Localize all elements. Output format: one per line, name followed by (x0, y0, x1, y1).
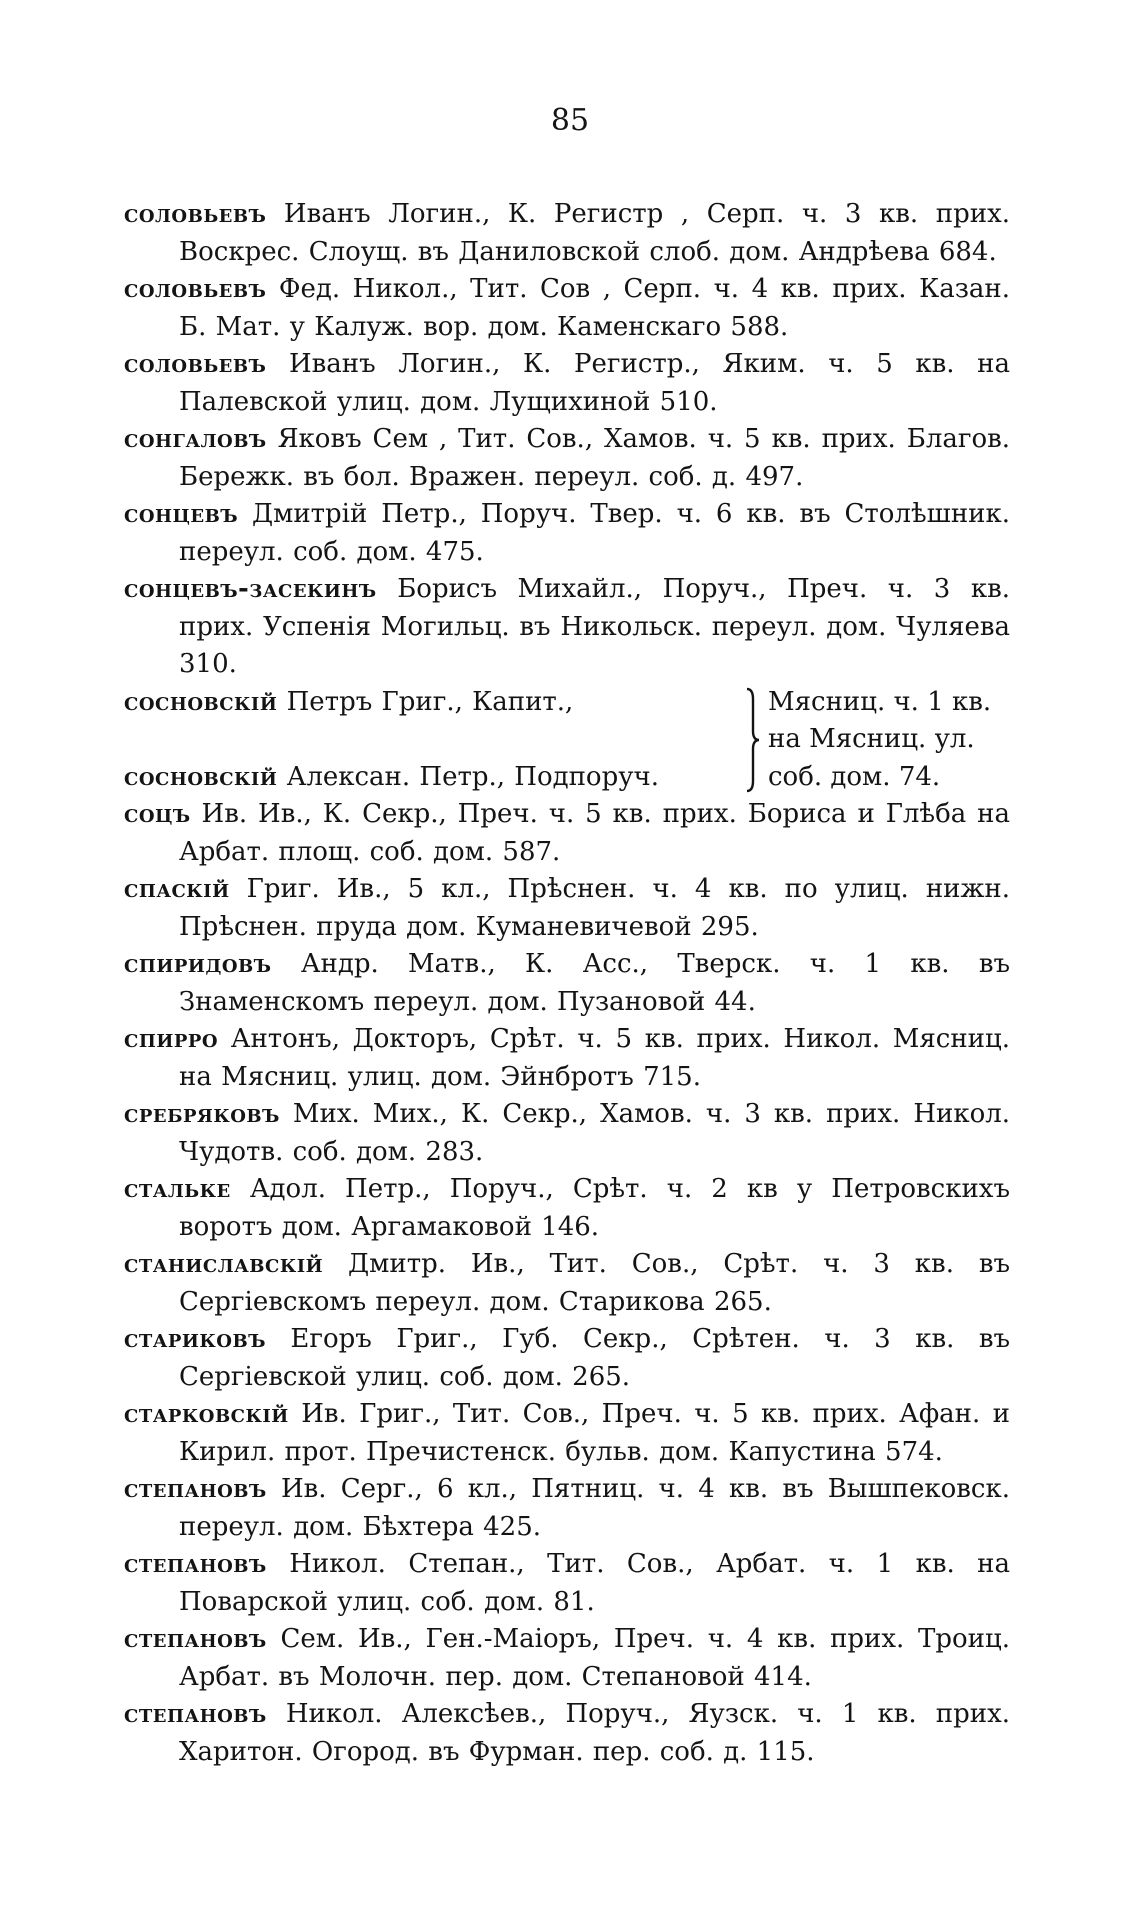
entry-surname: сребряковъ (124, 1099, 280, 1129)
entry-surname: спаскій (124, 874, 230, 904)
entry-surname: сонцевъ-засекинъ (124, 574, 377, 604)
entry-surname: стариковъ (124, 1324, 266, 1354)
entry-surname: степановъ (124, 1624, 267, 1654)
directory-entry (124, 946, 1010, 1021)
entry-surname: спиридовъ (124, 949, 272, 979)
directory-entry (124, 1246, 1010, 1321)
directory-entry (124, 496, 1010, 571)
address-line: соб. дом. 74. (768, 761, 941, 792)
directory-entry (124, 571, 1010, 684)
entry-surname: степановъ (124, 1549, 267, 1579)
entry-surname: сосновскій (124, 761, 278, 792)
shared-address-group (124, 684, 1010, 797)
directory-entry (124, 1096, 1010, 1171)
entry-details: Яковъ Сем , Тит. Сов., Хамов. ч. 5 кв. прих. Благов. Бережк. въ бол. Вражен. переул. соб. д. 497. (179, 424, 1011, 492)
directory-entry (124, 1471, 1010, 1546)
entry-surname: спирро (124, 1024, 219, 1054)
entry-surname: сосновскій (124, 686, 278, 717)
directory-entry (124, 196, 1010, 271)
entry-details: Мих. Мих., К. Секр., Хамов. ч. 3 кв. прих. Никол. Чудотв. соб. дом. 283. (179, 1099, 1011, 1167)
directory-entry (124, 721, 744, 759)
directory-entry (124, 796, 1010, 871)
entry-surname: соцъ (124, 799, 191, 829)
page-number: 85 (550, 103, 590, 138)
entry-details: Ив. Григ., Тит. Сов., Преч. ч. 5 кв. прих. Афан. и Кирил. прот. Пречистенск. бульв. дом. Капустина 574. (179, 1399, 1010, 1467)
entry-details: Никол. Алексѣев., Поруч., Яузск. ч. 1 кв. прих. Харитон. Огород. въ Фурман. пер. соб. д. 115. (179, 1699, 1010, 1767)
entry-details: Фед. Никол., Тит. Сов , Серп. ч. 4 кв. прих. Казан. Б. Мат. у Калуж. вор. дом. Каменскаго 588. (179, 274, 1011, 342)
directory-entry (124, 271, 1010, 346)
brace-icon (744, 687, 762, 793)
entry-details: Антонъ, Докторъ, Срѣт. ч. 5 кв. прих. Никол. Мясниц. на Мясниц. улиц. дом. Эйнбротъ 715. (179, 1024, 1010, 1092)
entry-details: Егоръ Григ., Губ. Секр., Срѣтен. ч. 3 кв. въ Сергіевской улиц. соб. дом. 265. (179, 1324, 1010, 1392)
entry-details: Алексан. Петр., Подпоруч. (286, 761, 659, 792)
directory-entry (124, 1321, 1010, 1396)
directory-entry (124, 684, 744, 722)
entry-details: Сем. Ив., Ген.-Маіоръ, Преч. ч. 4 кв. прих. Троиц. Арбат. въ Молочн. пер. дом. Степановой 414. (179, 1624, 1010, 1692)
entry-details: Андр. Матв., К. Асс., Тверск. ч. 1 кв. въ Знаменскомъ переул. дом. Пузановой 44. (179, 949, 1011, 1017)
entry-surname: станиславскій (124, 1249, 324, 1279)
directory-entry (124, 346, 1010, 421)
entry-surname: сонгаловъ (124, 424, 267, 454)
directory-entry (124, 1021, 1010, 1096)
entry-details: Ив. Серг., 6 кл., Пятниц. ч. 4 кв. въ Вышпековск. переул. дом. Бѣхтера 425. (179, 1474, 1011, 1542)
entry-surname: сонцевъ (124, 499, 239, 529)
group-address (768, 684, 1010, 797)
entry-details: Адол. Петр., Поруч., Срѣт. ч. 2 кв у Петровскихъ воротъ дом. Аргамаковой 146. (179, 1174, 1010, 1242)
entry-details: Иванъ Логин., К. Регистр , Серп. ч. 3 кв. прих. Воскрес. Слоущ. въ Даниловской слоб. дом. Андрѣева 684. (179, 199, 1010, 267)
entry-details: Борисъ Михайл., Поруч., Преч. ч. 3 кв. прих. Успенія Могильц. въ Никольск. переул. дом. Чуляева 310. (179, 574, 1010, 679)
entry-surname: соловьевъ (124, 199, 267, 229)
directory-entry (124, 1396, 1010, 1471)
entry-surname: степановъ (124, 1699, 267, 1729)
entry-surname: соловьевъ (124, 274, 267, 304)
entry-details: Дмитрій Петр., Поруч. Твер. ч. 6 кв. въ Столѣшник. переул. соб. дом. 475. (179, 499, 1010, 567)
directory-entry (124, 421, 1010, 496)
entry-surname: соловьевъ (124, 349, 267, 379)
directory-entry (124, 1696, 1010, 1771)
directory-entry (124, 871, 1010, 946)
entry-surname: старковскій (124, 1399, 289, 1429)
directory-entries (124, 196, 1010, 1771)
entry-details: Дмитр. Ив., Тит. Сов., Срѣт. ч. 3 кв. въ Сергіевскомъ переул. дом. Старикова 265. (179, 1249, 1011, 1317)
entry-details: Петръ Григ., Капит., (286, 686, 574, 717)
entry-details: Иванъ Логин., К. Регистр., Яким. ч. 5 кв. на Палевской улиц. дом. Лущихиной 510. (179, 349, 1011, 417)
entry-details: Григ. Ив., 5 кл., Прѣснен. ч. 4 кв. по улиц. нижн. Прѣснен. пруда дом. Куманевичевой 295. (179, 874, 1010, 942)
group-names (124, 684, 744, 797)
entry-surname: степановъ (124, 1474, 267, 1504)
entry-details: Никол. Степан., Тит. Сов., Арбат. ч. 1 кв. на Поварской улиц. соб. дом. 81. (179, 1549, 1011, 1617)
address-line: Мясниц. ч. 1 кв. (768, 686, 992, 717)
directory-entry (124, 1621, 1010, 1696)
entry-details: Ив. Ив., К. Секр., Преч. ч. 5 кв. прих. Бориса и Глѣба на Арбат. площ. соб. дом. 587. (179, 799, 1011, 867)
directory-entry (124, 1171, 1010, 1246)
directory-entry (124, 1546, 1010, 1621)
address-line: на Мясниц. ул. (768, 724, 975, 754)
directory-entry (124, 759, 744, 797)
entry-surname: стальке (124, 1174, 231, 1204)
